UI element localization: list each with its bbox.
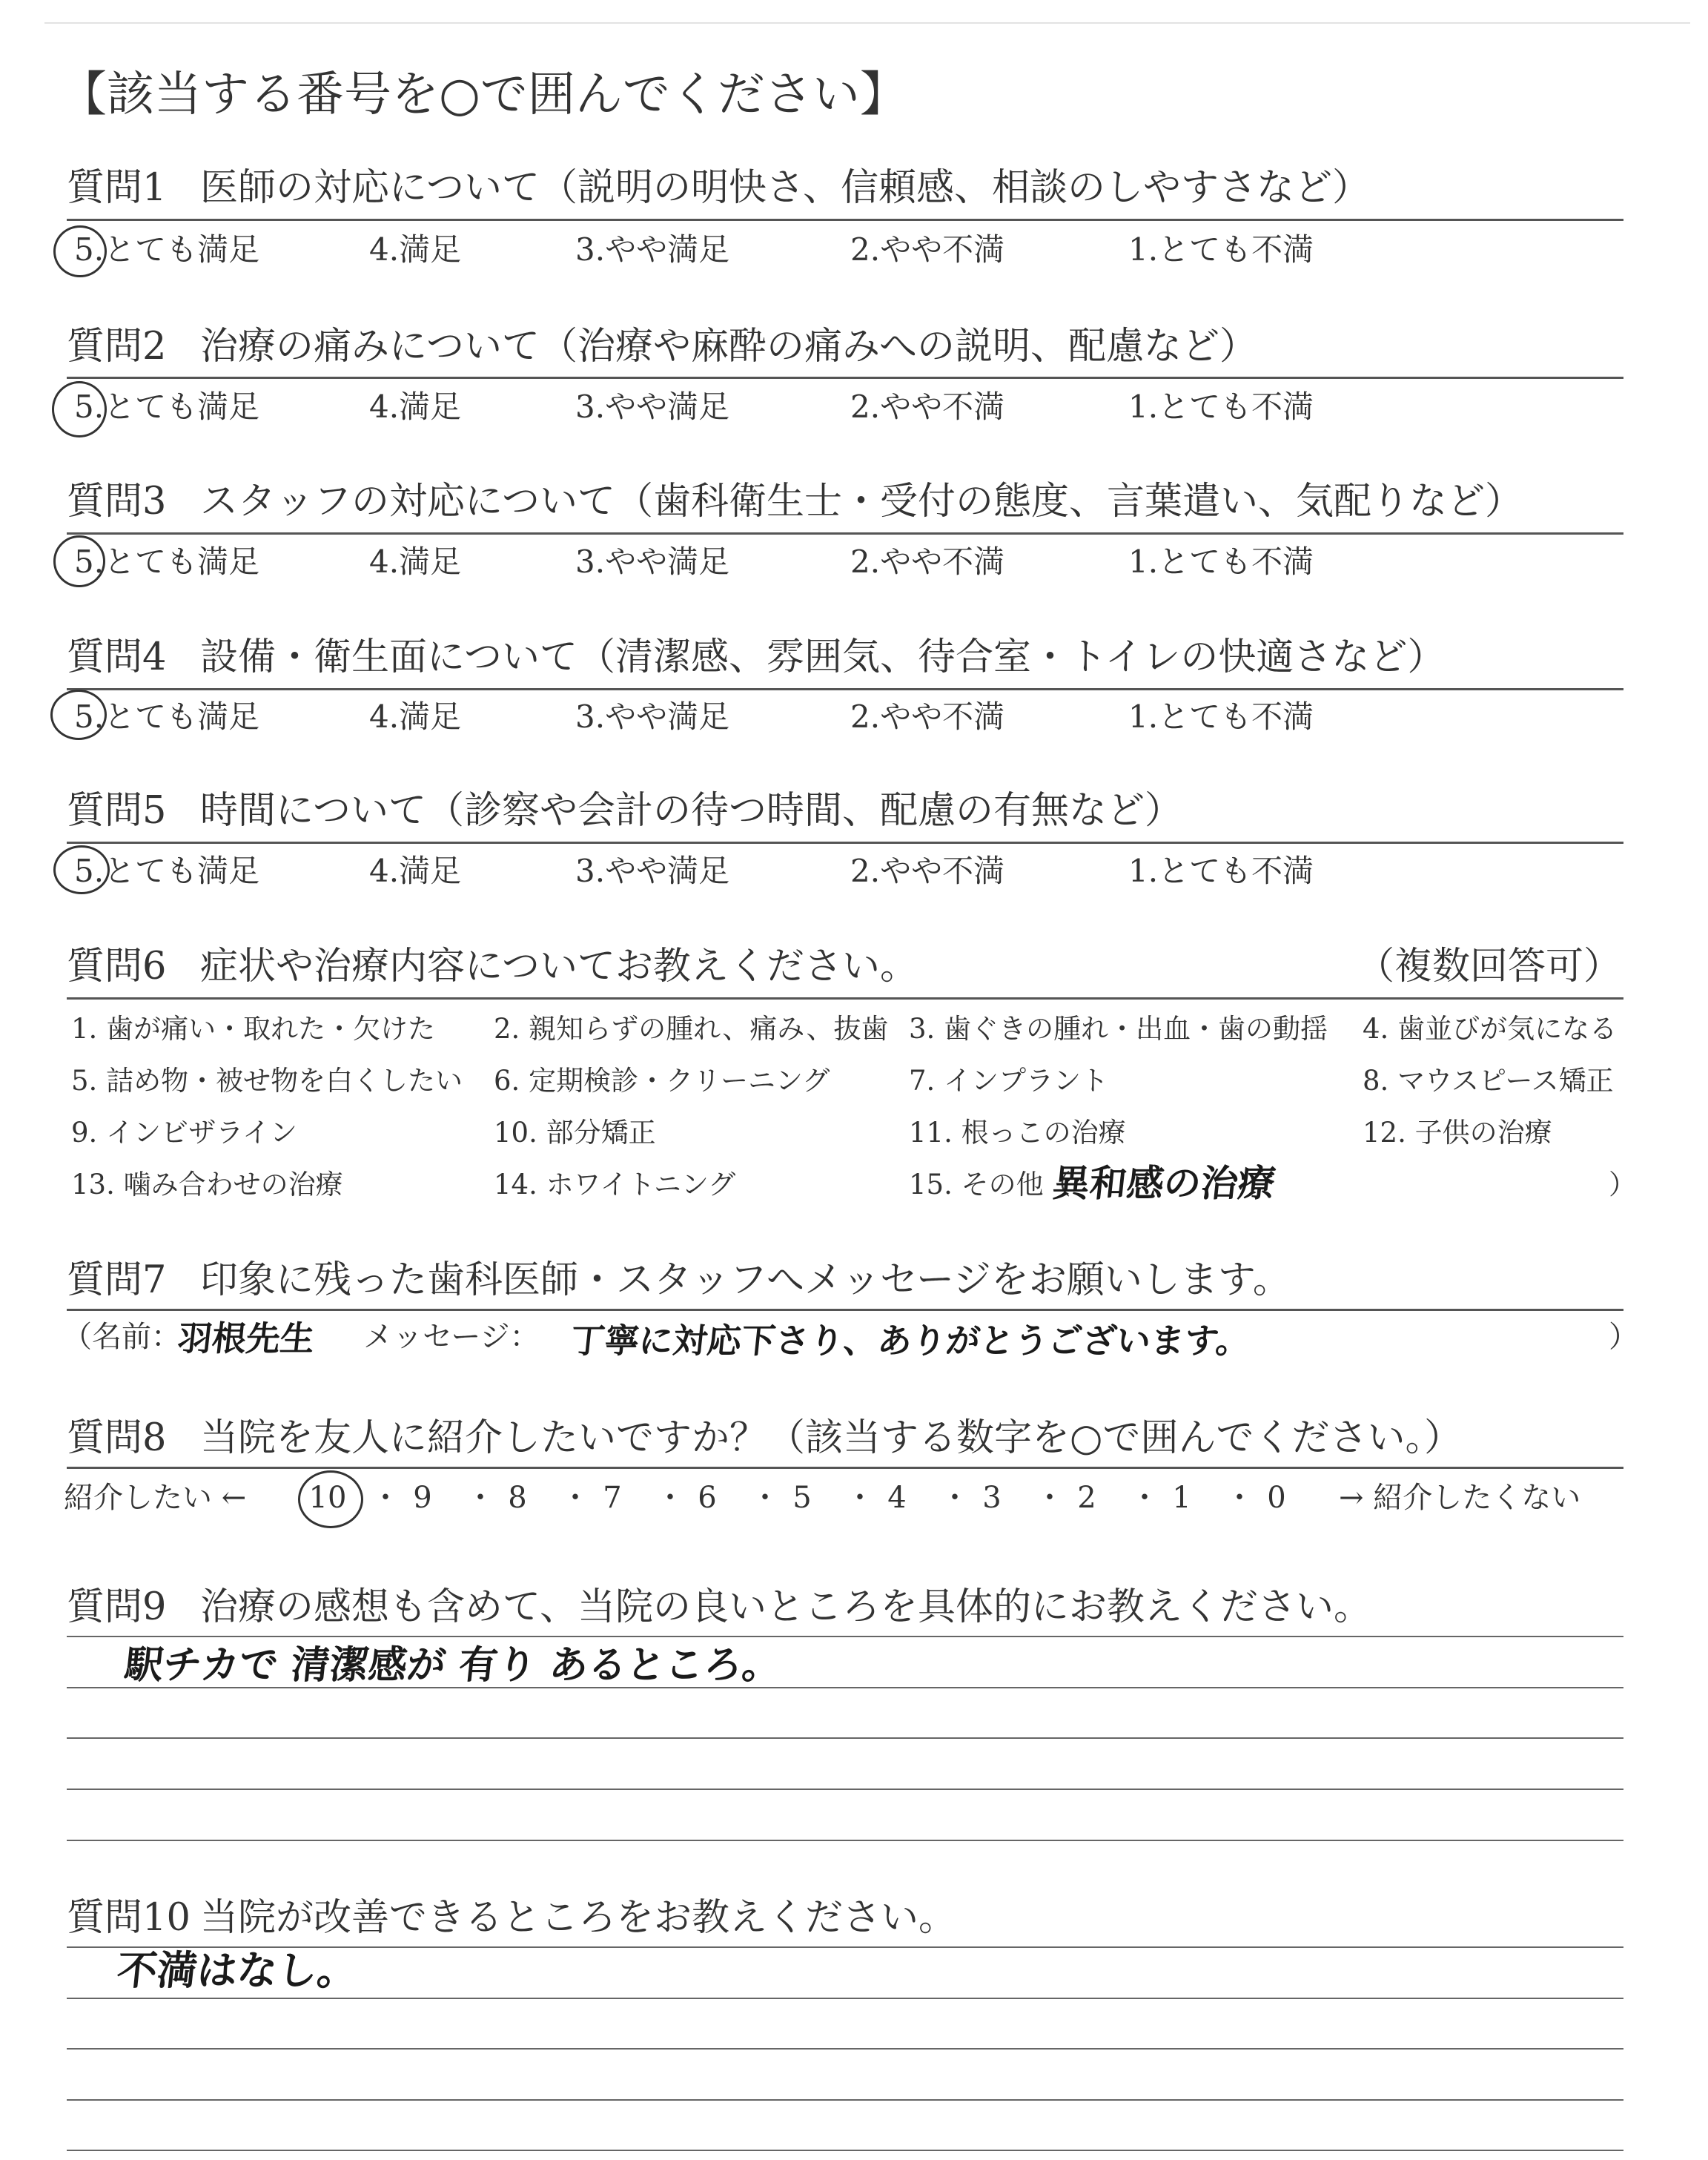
q4-rule [67,688,1623,690]
q1-option-4[interactable]: 4.満足 [369,231,462,268]
q2-selected-circle [52,381,107,437]
q10-text: 当院が改善できるところをお教えください。 [200,1896,957,1940]
q7-title [67,1257,1291,1304]
q7-close: ） [1609,1320,1638,1354]
q9-line-4 [67,1789,1623,1790]
q8-rule [67,1467,1623,1469]
q10-line-3 [67,2048,1623,2050]
q8-number: 質問8 [67,1416,167,1460]
q8-scale-separator: ・ [940,1481,970,1515]
q2-text: 治療の痛みについて（治療や麻酔の痛みへの説明、配慮など） [200,325,1257,369]
q7-number: 質問7 [67,1258,167,1302]
q6-item-6[interactable]: 6. 定期検診・クリーニング [494,1065,830,1097]
q5-option-5[interactable]: 5.とても満足 [74,853,260,889]
q6-item-15[interactable]: 15. その他（ [909,1169,1071,1200]
q8-scale-separator: ・ [1130,1481,1159,1515]
q8-scale-separator: ・ [1035,1481,1065,1515]
q2-option-5[interactable]: 5.とても満足 [74,389,260,425]
q8-scale-separator: ・ [750,1481,780,1515]
q5-rule [67,842,1623,844]
q3-option-4[interactable]: 4.満足 [369,544,462,580]
q2-option-1[interactable]: 1.とても不満 [1128,389,1314,425]
q4-option-3[interactable]: 3.やや満足 [575,698,730,735]
q8-scale-5[interactable]: 5 [792,1481,812,1515]
q10-line-4 [67,2099,1623,2101]
q5-option-2[interactable]: 2.やや不満 [850,853,1005,889]
q9-line-3 [67,1737,1623,1739]
q1-rule [67,219,1623,221]
q8-scale-4[interactable]: 4 [887,1481,907,1515]
q8-scale-9[interactable]: 9 [413,1481,432,1515]
q8-scale-0[interactable]: 0 [1267,1481,1286,1515]
q4-option-1[interactable]: 1.とても不満 [1128,698,1314,735]
q4-number: 質問4 [67,635,167,679]
q7-rule [67,1309,1623,1311]
q8-scale-separator: ・ [655,1481,685,1515]
q8-selected-circle [298,1470,363,1528]
q9-line-2 [67,1687,1623,1688]
q9-answer[interactable]: 駅チカで 清潔感が 有り あるところ。 [122,1643,784,1688]
q2-option-3[interactable]: 3.やや満足 [575,389,730,425]
q8-scale-separator: ・ [560,1481,590,1515]
form-title: 【該当する番号を○で囲んでください】 [59,67,907,122]
q6-rule [67,997,1623,1000]
q6-item-4[interactable]: 4. 歯並びが気になる [1363,1013,1618,1045]
q3-rule [67,532,1623,535]
q3-option-3[interactable]: 3.やや満足 [575,544,730,580]
q6-item-5[interactable]: 5. 詰め物・被せ物を白くしたい [71,1065,463,1097]
q4-option-5[interactable]: 5.とても満足 [74,698,260,735]
q10-line-5 [67,2150,1623,2151]
q8-title [67,1415,1462,1462]
q8-scale-6[interactable]: 6 [698,1481,717,1515]
q1-option-1[interactable]: 1.とても不満 [1128,231,1314,268]
q6-item-7[interactable]: 7. インプラント [909,1065,1109,1097]
q6-title [67,943,1623,991]
q10-line-2 [67,1998,1623,1999]
q3-text: スタッフの対応について（歯科衛生士・受付の態度、言葉遣い、気配りなど） [200,480,1523,524]
q4-option-4[interactable]: 4.満足 [369,698,462,735]
q6-item-3[interactable]: 3. 歯ぐきの腫れ・出血・歯の動揺 [909,1013,1328,1045]
q7-text: 印象に残った歯科医師・スタッフへメッセージをお願いします。 [200,1258,1291,1302]
q8-text: 当院を友人に紹介したいですか？（該当する数字を○で囲んでください。） [200,1416,1463,1460]
q8-scale-separator: ・ [371,1481,400,1515]
q9-text: 治療の感想も含めて、当院の良いところを具体的にお教えください。 [200,1585,1371,1629]
q6-item-9[interactable]: 9. インビザライン [71,1117,297,1149]
q8-scale-2[interactable]: 2 [1077,1481,1096,1515]
q4-text: 設備・衛生面について（清潔感、雰囲気、待合室・トイレの快適さなど） [200,635,1446,679]
q6-other-answer[interactable]: 異和感の治療 [1050,1162,1278,1205]
q7-message-label: メッセージ： [363,1320,540,1354]
q8-scale-separator: ・ [1225,1481,1254,1515]
q2-title [67,323,1257,371]
q3-option-2[interactable]: 2.やや不満 [850,544,1005,580]
q5-option-3[interactable]: 3.やや満足 [575,853,730,889]
q10-answer[interactable]: 不満はなし。 [114,1947,360,1994]
q9-line-1 [67,1636,1623,1637]
q7-name-label: （名前： [62,1320,181,1354]
q1-text: 医師の対応について（説明の明快さ、信頼感、相談のしやすさなど） [200,166,1370,210]
q8-scale-8[interactable]: 8 [508,1481,527,1515]
q3-number: 質問3 [67,480,167,524]
q4-title [67,634,1445,681]
q2-option-2[interactable]: 2.やや不満 [850,389,1005,425]
q6-item-11[interactable]: 11. 根っこの治療 [909,1117,1126,1149]
q6-number: 質問6 [67,945,167,988]
q4-selected-circle [50,690,107,740]
q10-number: 質問10 [67,1896,191,1940]
q6-item-12[interactable]: 12. 子供の治療 [1363,1117,1552,1149]
q5-option-4[interactable]: 4.満足 [369,853,462,889]
q5-option-1[interactable]: 1.とても不満 [1128,853,1314,889]
q8-scale-separator: ・ [845,1481,875,1515]
q4-option-2[interactable]: 2.やや不満 [850,698,1005,735]
q8-right-label: → 紹介したくない [1339,1481,1581,1515]
q6-item-10[interactable]: 10. 部分矯正 [494,1117,656,1149]
q6-item-13[interactable]: 13. 噛み合わせの治療 [71,1169,343,1200]
q9-line-5 [67,1840,1623,1841]
q2-option-4[interactable]: 4.満足 [369,389,462,425]
q5-selected-circle [53,845,110,894]
q1-option-3[interactable]: 3.やや満足 [575,231,730,268]
q8-scale-10[interactable]: 10 [308,1481,347,1515]
q8-left-label: 紹介したい ← [64,1481,247,1515]
q6-text: 症状や治療内容についてお教えください。 [200,945,918,988]
q2-rule [67,377,1623,379]
q7-message-answer[interactable]: 丁寧に対応下さり、ありがとうございます。 [569,1321,1253,1361]
q9-number: 質問9 [67,1585,167,1629]
q6-item-8[interactable]: 8. マウスピース矯正 [1363,1065,1614,1097]
q3-option-5[interactable]: 5.とても満足 [74,544,260,580]
q5-title [67,787,1182,835]
q8-scale-1[interactable]: 1 [1172,1481,1191,1515]
q8-scale-3[interactable]: 3 [982,1481,1002,1515]
q1-option-2[interactable]: 2.やや不満 [850,231,1005,268]
q3-selected-circle [53,535,105,587]
q6-item-1[interactable]: 1. 歯が痛い・取れた・欠けた [71,1013,436,1045]
q6-item-14[interactable]: 14. ホワイトニング [494,1169,736,1200]
top-border-line [44,22,1690,24]
q5-number: 質問5 [67,789,167,833]
q8-scale-7[interactable]: 7 [603,1481,622,1515]
q6-note: （複数回答可） [1357,945,1622,988]
q5-text: 時間について（診察や会計の待つ時間、配慮の有無など） [200,789,1182,833]
q3-option-1[interactable]: 1.とても不満 [1128,544,1314,580]
q2-number: 質問2 [67,325,167,369]
q1-title [67,165,1370,212]
q10-title [67,1895,956,1942]
q7-name-answer[interactable]: 羽根先生 [176,1318,317,1358]
q1-option-5[interactable]: 5.とても満足 [74,231,260,268]
q6-item-2[interactable]: 2. 親知らずの腫れ、痛み、抜歯 [494,1013,889,1045]
q6-other-close: ） [1609,1169,1636,1200]
q1-selected-circle [53,225,107,277]
q8-scale-separator: ・ [466,1481,495,1515]
q1-number: 質問1 [67,166,167,210]
q3-title [67,478,1523,526]
q9-title [67,1584,1371,1631]
